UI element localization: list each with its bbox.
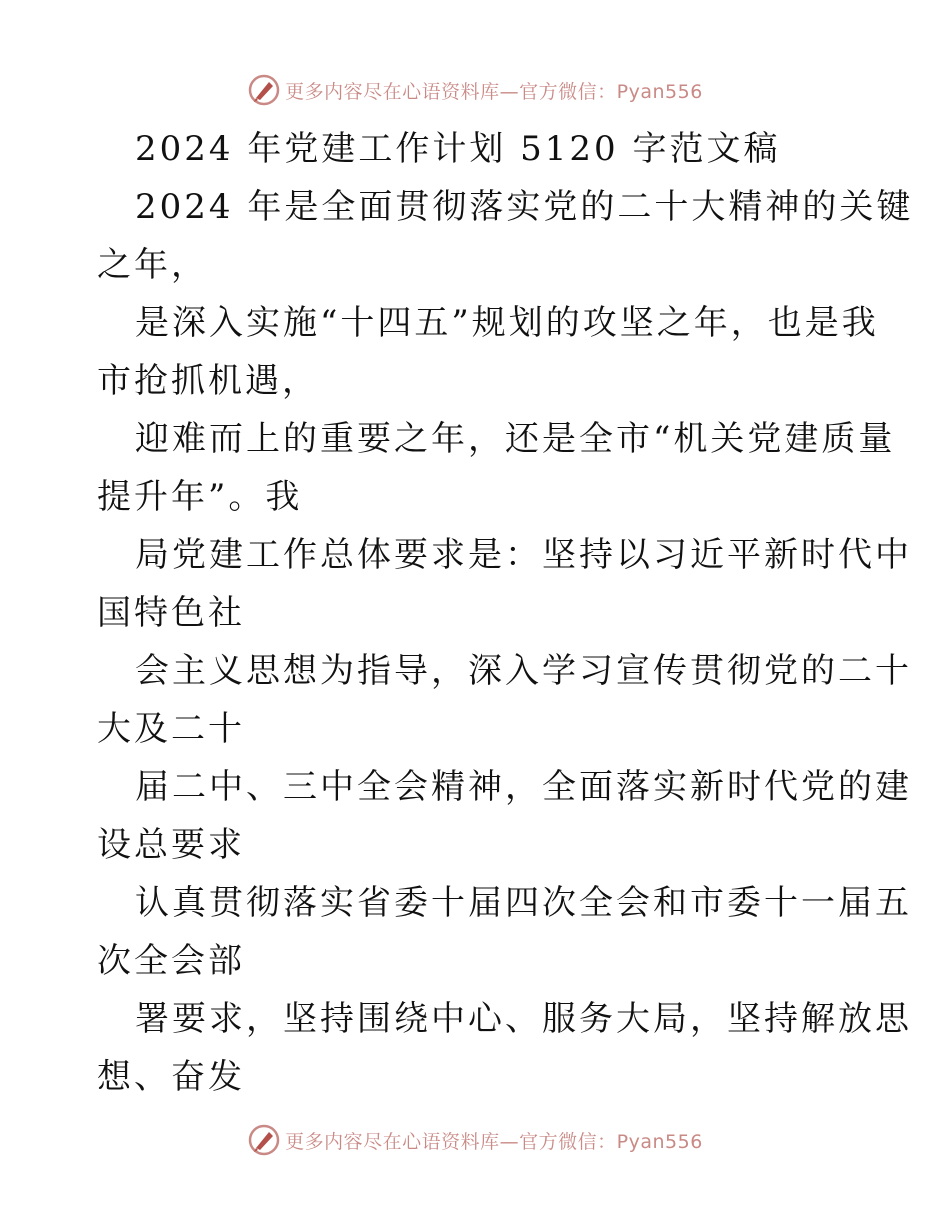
watermark-text: 更多内容尽在心语资料库—官方微信：Pyan556: [285, 80, 703, 103]
paragraph-line: 2024 年是全面贯彻落实党的二十大精神的关键: [135, 187, 914, 227]
watermark-text: 更多内容尽在心语资料库—官方微信：Pyan556: [285, 1130, 703, 1153]
paragraph-line: 市抢抓机遇，: [97, 361, 319, 401]
paragraph-line: 是深入实施“十四五”规划的攻坚之年，也是我: [135, 303, 879, 343]
paragraph-line: 大及二十: [97, 709, 245, 749]
paragraph-line: 次全会部: [97, 941, 245, 981]
header-watermark: [0, 70, 950, 110]
pen-logo-icon: [247, 1123, 281, 1157]
paragraph-line: 提升年”。我: [97, 477, 303, 517]
paragraph-line: 想、奋发: [97, 1057, 245, 1097]
paragraph-line: 署要求，坚持围绕中心、服务大局，坚持解放思: [135, 999, 912, 1039]
paragraph-line: 设总要求: [97, 825, 245, 865]
paragraph-line: 迎难而上的重要之年，还是全市“机关党建质量: [135, 419, 896, 459]
paragraph-line: 局党建工作总体要求是：坚持以习近平新时代中: [135, 535, 912, 575]
pen-logo-icon: [247, 73, 281, 107]
footer-watermark: [0, 1120, 950, 1160]
document-body: [97, 120, 914, 1106]
paragraph-line: 认真贯彻落实省委十届四次全会和市委十一届五: [135, 883, 912, 923]
paragraph-line: 2024 年党建工作计划 5120 字范文稿: [135, 129, 781, 169]
paragraph-line: 之年，: [97, 245, 208, 285]
paragraph-line: 届二中、三中全会精神，全面落实新时代党的建: [135, 767, 912, 807]
paragraph-line: 国特色社: [97, 593, 245, 633]
paragraph-line: 会主义思想为指导，深入学习宣传贯彻党的二十: [135, 651, 912, 691]
